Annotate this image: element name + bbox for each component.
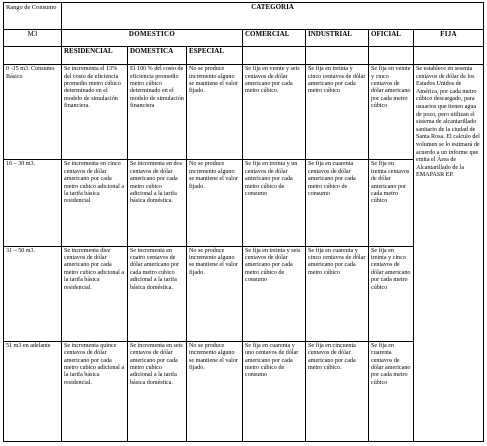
industrial-cell: Se fija en cuarenta centavos de dólar americano por cada metro cúbico de consumo [306,160,369,246]
especial-cell: No se produce incremento alguno se mantiene el valor fijado. [187,65,243,160]
header-empty [243,47,306,65]
comercial-cell: Se fija en cuarenta y uno centavos de dólar americano por cada metro cúbico de consumo [243,341,306,441]
tariff-table [3,2,484,442]
residencial-cell: Se incrementa quince centavos de dólar americano por cada metro cubico adicional a la tarifa básica residencial. [62,341,128,441]
residencial-cell: Se incrementa diez centavos de dólar americano por cada metro cubico adicional a la tarifa básica residencial. [62,246,128,341]
header-oficial: OFICIAL [369,30,414,47]
header-industrial: INDUSTRIAL [306,30,369,47]
range-cell: 51 m3 en adelante [4,341,62,441]
header-row-2 [4,30,484,47]
header-row-1 [4,3,484,30]
header-row-3 [4,47,484,65]
domestica-cell: Se incrementa en seis centavos de dólar americano por cada metro cubico adicional a la tarifa básica doméstica. [128,341,187,441]
header-empty [306,47,369,65]
header-especial: ESPECIAL [187,47,243,65]
header-empty [369,47,414,65]
range-cell: 16 – 30 m3. [4,160,62,246]
header-domestica: DOMESTICA [128,47,187,65]
header-m3: M3 [4,30,62,47]
header-domestico: DOMESTICO [62,30,243,47]
comercial-cell: Se fija en treinta y seis centavos de dólar americano por cada metro cúbico de consumo [243,246,306,341]
oficial-cell: Se fija en treinta y cinco centavos de dólar americano por cada metro cúbico [369,246,414,341]
oficial-cell: Se fija en treinta centavos de dólar americano por cada metro cúbico [369,160,414,246]
comercial-cell: Se fija en treinta y un centavos de dólar americano por cada metro cúbico de consumo [243,160,306,246]
domestica-cell: Se incrementa en cuatro centavos de dólar americano por cada metro cubico adicional a la tarifa básica doméstica. [128,246,187,341]
header-residencial: RESIDENCIAL [62,47,128,65]
oficial-cell: Se fija en veinte y cinco centavos de dólar americano por cada metro cúbico [369,65,414,160]
domestica-cell: El 100 % del costo de eficiencia promedio metro cúbico determinado en el modelo de simulación financiera [128,65,187,160]
especial-cell: No se produce incremento alguno se mantiene el valor fijado. [187,246,243,341]
header-rango: Rango de Consumo [4,3,62,30]
industrial-cell: Se fija en treinta y cinco centavos de dólar americano por cada metro cúbico [306,65,369,160]
especial-cell: No se produce incremento alguno se mantiene el valor fijado. [187,160,243,246]
header-comercial: COMERCIAL [243,30,306,47]
table-row [4,160,484,246]
residencial-cell: Se incrementa el 13% del costo de eficiencia promedio metro cúbico determinado en el modelo de simulación financiera. [62,65,128,160]
header-empty [414,47,484,65]
header-categoria: CATEGORIA [62,3,484,30]
industrial-cell: Se fija en cincuenta centavos de dólar americano por cada metro cúbico. [306,341,369,441]
domestica-cell: Se incrementa en dos centavos de dólar americano por cada metro cubico adicional a la tarifa básica doméstica. [128,160,187,246]
comercial-cell: Se fija en veinte y seis centavos de dólar americano por cada metro cúbico. [243,65,306,160]
residencial-cell: Se incrementa en cinco centavos de dólar americano por cada metro cubico adicional a la tarifa básica residencial [62,160,128,246]
industrial-cell: Se fija en cuarenta y cinco centavos de dólar americano por cada metro cúbico [306,246,369,341]
fija-cell: Se establece en sesenta centavos de dólar de los Estados Unidos de América, por cada metro cúbico descargado, para usuarios que tienen agua de pozo, pero utilizan el sistema de alcantarillado sanitario de la ciudad de Santa Rosa. El calculo del volumen se lo estimará de acuerdo a un informe que emita el Área de Alcantarillado de la EMAPASR EP. [414,65,484,442]
table-row [4,341,484,441]
range-cell: 0 -15 m3. Consumo Básico [4,65,62,160]
table-row [4,65,484,160]
table-row [4,246,484,341]
header-empty [4,47,62,65]
oficial-cell: Se fija en cuarenta centavos de dólar americano por cada metro cúbico [369,341,414,441]
especial-cell: No se produce incremento alguno se mantiene el valor fijado. [187,341,243,441]
range-cell: 31 – 50 m3. [4,246,62,341]
header-fija: FIJA [414,30,484,47]
